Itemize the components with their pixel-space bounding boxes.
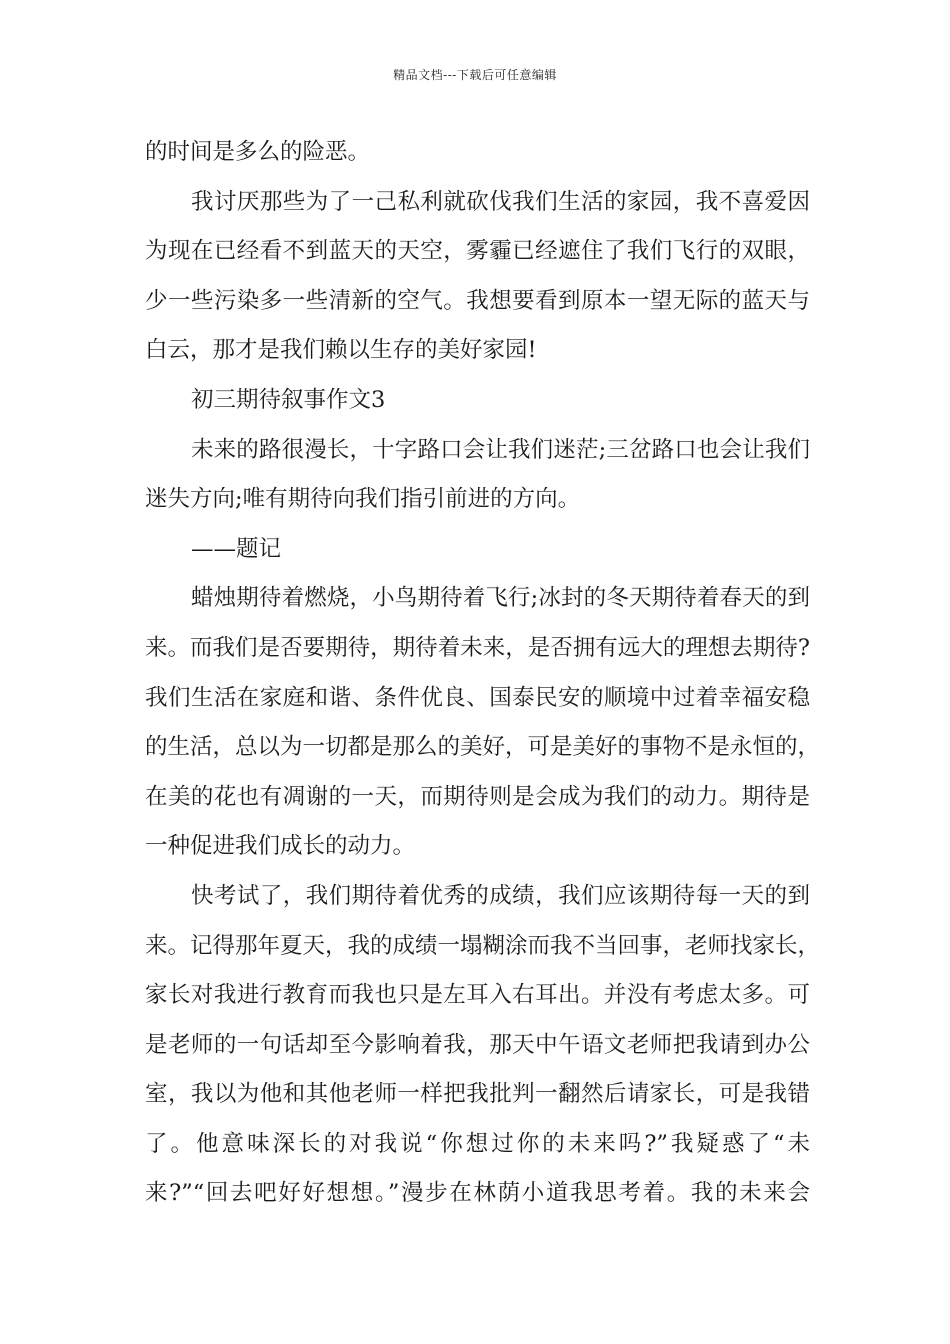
text-line: 我们生活在家庭和谐、条件优良、国泰民安的顺境中过着幸福安稳 [145, 684, 810, 711]
text-line: ——题记 [191, 535, 282, 562]
text-line: 我讨厌那些为了一己私利就砍伐我们生活的家园，我不喜爱因 [191, 188, 810, 215]
text-line: 的生活，总以为一切都是那么的美好，可是美好的事物不是永恒的， [145, 734, 821, 761]
text-line: 室，我以为他和其他老师一样把我批判一翻然后请家长，可是我错 [145, 1081, 810, 1108]
text-line: 来?”“回去吧好好想想。”漫步在林荫小道我思考着。我的未来会 [145, 1180, 810, 1207]
document-body [145, 128, 821, 1219]
text-line: 了。他意味深长的对我说“你想过你的未来吗?”我疑惑了“未 [145, 1130, 810, 1157]
text-line: 的时间是多么的险恶。 [145, 139, 371, 165]
text-line: 来。而我们是否要期待，期待着未来，是否拥有远大的理想去期待? [145, 634, 810, 661]
text-line: 一种促进我们成长的动力。 [145, 833, 416, 860]
text-line: 迷失方向;唯有期待向我们指引前进的方向。 [145, 486, 581, 513]
text-line: 未来的路很漫长，十字路口会让我们迷茫;三岔路口也会让我们 [191, 436, 810, 463]
text-line: 白云，那才是我们赖以生存的美好家园! [145, 337, 537, 364]
text-line: 为现在已经看不到蓝天的天空，雾霾已经遮住了我们飞行的双眼， [145, 238, 810, 265]
text-line: 家长对我进行教育而我也只是左耳入右耳出。并没有考虑太多。可 [145, 982, 810, 1009]
text-line: 初三期待叙事作文3 [191, 386, 386, 413]
text-line: 是老师的一句话却至今影响着我，那天中午语文老师把我请到办公 [145, 1031, 810, 1058]
text-line: 来。记得那年夏天，我的成绩一塌糊涂而我不当回事，老师找家长， [145, 932, 821, 959]
text-line: 少一些污染多一些清新的空气。我想要看到原本一望无际的蓝天与 [145, 287, 810, 314]
page-header: 精品文档---下载后可任意编辑 [393, 68, 557, 82]
text-line: 快考试了，我们期待着优秀的成绩，我们应该期待每一天的到 [191, 882, 810, 909]
text-line: 蜡烛期待着燃烧，小鸟期待着飞行;冰封的冬天期待着春天的到 [191, 585, 810, 612]
text-line: 在美的花也有凋谢的一天，而期待则是会成为我们的动力。期待是 [145, 783, 810, 810]
